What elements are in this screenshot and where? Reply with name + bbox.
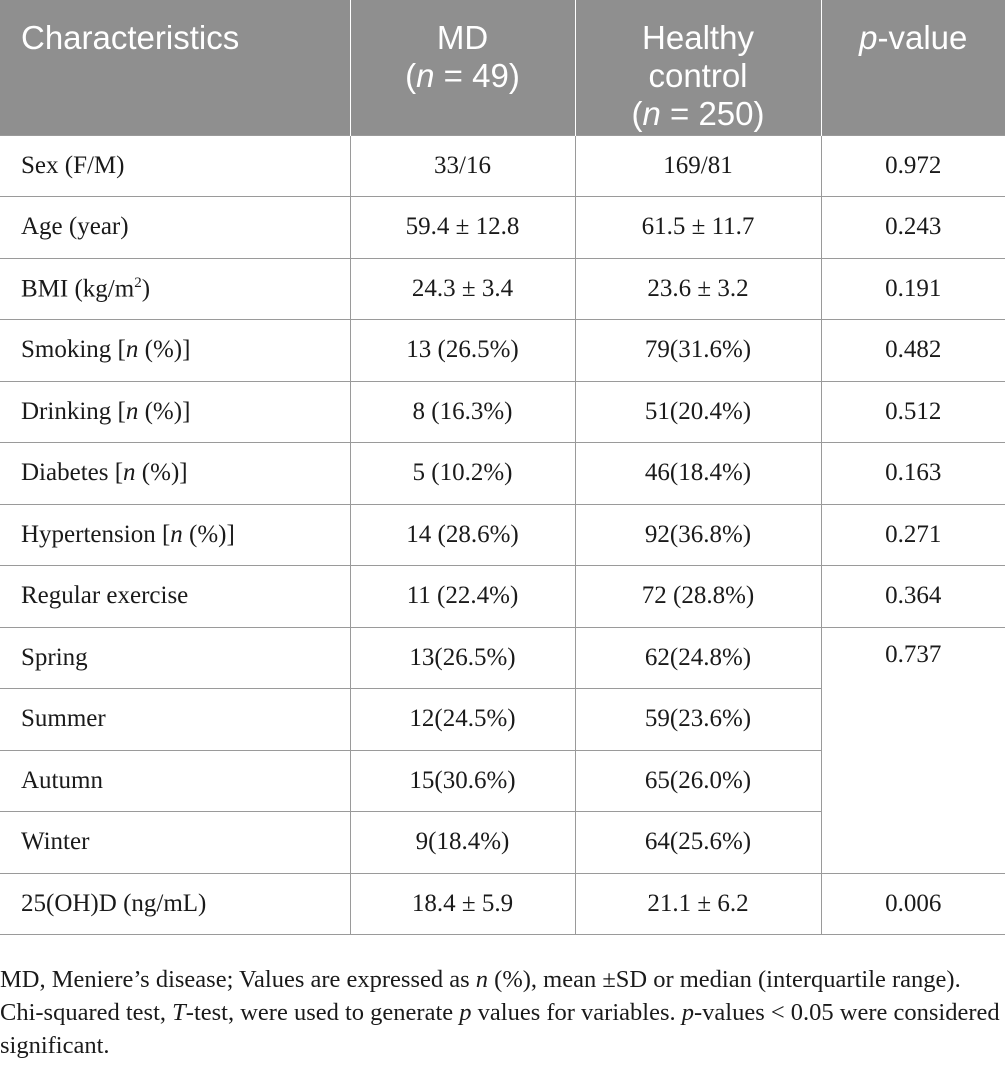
hc-value: 46(18.4%) bbox=[575, 443, 821, 505]
hc-value: 61.5 ± 11.7 bbox=[575, 197, 821, 259]
row-label: Summer bbox=[0, 689, 350, 751]
row-label: Age (year) bbox=[0, 197, 350, 259]
p-value: 0.972 bbox=[821, 135, 1005, 197]
header-p-value: p-value bbox=[821, 0, 1005, 135]
p-value: 0.191 bbox=[821, 258, 1005, 320]
md-value: 59.4 ± 12.8 bbox=[350, 197, 575, 259]
md-value: 18.4 ± 5.9 bbox=[350, 873, 575, 935]
table-footnote: MD, Meniere’s disease; Values are expressed as n (%), mean ±SD or median (interquartile range). Chi-squared test, T-test, were used to generate p values for variables. p-values < 0.05 were considered significant. bbox=[0, 966, 1000, 1059]
row-label: Autumn bbox=[0, 750, 350, 812]
header-row bbox=[0, 0, 1005, 135]
header-healthy-control: Healthy control (n = 250) bbox=[575, 0, 821, 135]
header-characteristics: Characteristics bbox=[0, 0, 350, 135]
table-row-diabetes bbox=[0, 443, 1005, 505]
table-row-spring bbox=[0, 627, 1005, 689]
md-value: 33/16 bbox=[350, 135, 575, 197]
row-label: Hypertension [n (%)] bbox=[0, 504, 350, 566]
p-value: 0.271 bbox=[821, 504, 1005, 566]
md-value: 9(18.4%) bbox=[350, 812, 575, 874]
row-label: 25(OH)D (ng/mL) bbox=[0, 873, 350, 935]
md-value: 14 (28.6%) bbox=[350, 504, 575, 566]
table-row-drinking bbox=[0, 381, 1005, 443]
table-row-smoking bbox=[0, 320, 1005, 382]
table-row-hypertension bbox=[0, 504, 1005, 566]
row-label: Smoking [n (%)] bbox=[0, 320, 350, 382]
md-value: 12(24.5%) bbox=[350, 689, 575, 751]
md-value: 8 (16.3%) bbox=[350, 381, 575, 443]
row-label: Diabetes [n (%)] bbox=[0, 443, 350, 505]
md-value: 11 (22.4%) bbox=[350, 566, 575, 628]
table-row-vitamin-d bbox=[0, 873, 1005, 935]
md-value: 13 (26.5%) bbox=[350, 320, 575, 382]
season-p-value: 0.737 bbox=[821, 627, 1005, 873]
table-row-sex bbox=[0, 135, 1005, 197]
row-label: Sex (F/M) bbox=[0, 135, 350, 197]
hc-value: 79(31.6%) bbox=[575, 320, 821, 382]
table-row-regular-exercise bbox=[0, 566, 1005, 628]
row-label: Drinking [n (%)] bbox=[0, 381, 350, 443]
row-label: Spring bbox=[0, 627, 350, 689]
hc-value: 62(24.8%) bbox=[575, 627, 821, 689]
hc-value: 169/81 bbox=[575, 135, 821, 197]
row-label: Regular exercise bbox=[0, 566, 350, 628]
md-value: 24.3 ± 3.4 bbox=[350, 258, 575, 320]
p-value: 0.364 bbox=[821, 566, 1005, 628]
md-value: 13(26.5%) bbox=[350, 627, 575, 689]
p-value: 0.243 bbox=[821, 197, 1005, 259]
hc-value: 65(26.0%) bbox=[575, 750, 821, 812]
hc-value: 23.6 ± 3.2 bbox=[575, 258, 821, 320]
hc-value: 59(23.6%) bbox=[575, 689, 821, 751]
hc-value: 64(25.6%) bbox=[575, 812, 821, 874]
hc-value: 51(20.4%) bbox=[575, 381, 821, 443]
hc-value: 92(36.8%) bbox=[575, 504, 821, 566]
md-value: 15(30.6%) bbox=[350, 750, 575, 812]
md-value: 5 (10.2%) bbox=[350, 443, 575, 505]
row-label: Winter bbox=[0, 812, 350, 874]
header-md: MD (n = 49) bbox=[350, 0, 575, 135]
p-value: 0.163 bbox=[821, 443, 1005, 505]
hc-value: 21.1 ± 6.2 bbox=[575, 873, 821, 935]
p-value: 0.482 bbox=[821, 320, 1005, 382]
hc-value: 72 (28.8%) bbox=[575, 566, 821, 628]
table-row-bmi bbox=[0, 258, 1005, 320]
table-row-age bbox=[0, 197, 1005, 259]
p-value: 0.512 bbox=[821, 381, 1005, 443]
p-value: 0.006 bbox=[821, 873, 1005, 935]
row-label: BMI $(kg/m^2)$ bbox=[0, 258, 350, 320]
